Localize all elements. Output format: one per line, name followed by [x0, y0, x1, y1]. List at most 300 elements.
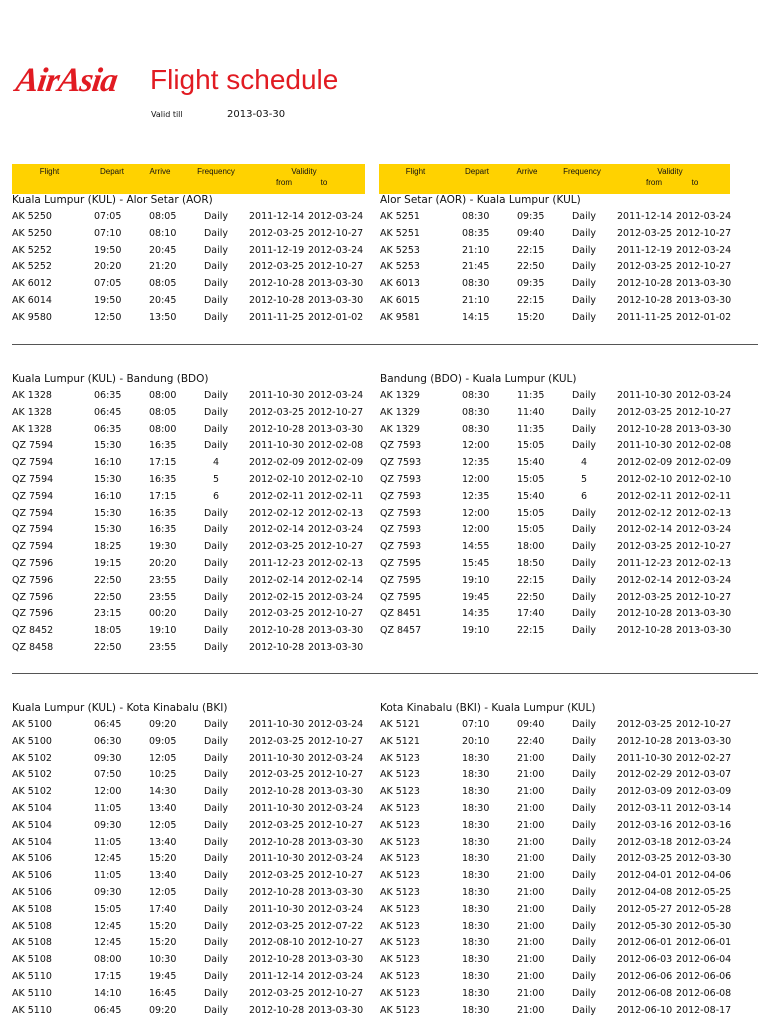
valid-from-cell: 2012-02-14 — [617, 574, 673, 586]
valid-to-cell: 2012-10-27 — [308, 769, 364, 781]
frequency-cell: Daily — [203, 390, 229, 401]
table-row — [380, 901, 735, 918]
flight-cell: AK 1328 — [12, 423, 52, 435]
depart-cell: 12:00 — [94, 786, 122, 798]
valid-to-cell: 2012-10-27 — [308, 227, 364, 239]
valid-from-cell: 2011-10-30 — [249, 752, 305, 764]
frequency-cell: Daily — [203, 786, 229, 798]
column-header-left — [12, 164, 365, 194]
depart-cell: 12:35 — [462, 490, 490, 502]
depart-cell: 15:30 — [94, 507, 122, 519]
arrive-cell: 21:00 — [517, 886, 545, 898]
arrive-cell: 12:05 — [149, 886, 177, 898]
arrive-cell: 21:20 — [149, 261, 177, 273]
flight-cell: AK 5102 — [12, 752, 52, 764]
frequency-cell: Daily — [203, 507, 229, 519]
col-validity: Validity — [657, 167, 683, 176]
arrive-cell: 19:10 — [149, 625, 177, 637]
valid-to-cell: 2012-02-10 — [676, 473, 732, 485]
depart-cell: 14:55 — [462, 541, 490, 553]
depart-cell: 17:15 — [94, 970, 122, 982]
table-row — [380, 783, 735, 800]
arrive-cell: 15:20 — [149, 853, 177, 865]
flight-cell: AK 5123 — [380, 870, 420, 882]
flight-cell: AK 6014 — [12, 294, 52, 306]
page-title: Flight schedule — [150, 64, 339, 95]
col-depart: Depart — [464, 167, 489, 176]
valid-from-cell: 2012-02-09 — [617, 457, 673, 469]
valid-from-cell: 2012-03-25 — [249, 769, 305, 781]
flight-cell: QZ 7595 — [380, 574, 422, 586]
table-row — [380, 918, 735, 935]
flight-cell: QZ 7593 — [380, 490, 422, 502]
arrive-cell: 11:35 — [517, 423, 545, 435]
depart-cell: 19:15 — [94, 557, 122, 569]
flight-cell: QZ 8458 — [12, 641, 54, 653]
frequency-cell: Daily — [571, 507, 597, 519]
table-row — [12, 951, 367, 968]
valid-to-cell: 2012-03-24 — [308, 524, 364, 536]
arrive-cell: 16:35 — [149, 440, 177, 452]
flight-cell: AK 9581 — [380, 311, 420, 323]
frequency-cell: Daily — [203, 541, 229, 553]
arrive-cell: 15:05 — [517, 473, 545, 485]
flight-cell: AK 5104 — [12, 819, 52, 831]
table-row — [380, 387, 735, 404]
flight-cell: AK 5250 — [12, 211, 52, 222]
valid-to-cell: 2013-03-30 — [676, 423, 732, 435]
valid-from-cell: 2012-10-28 — [249, 625, 305, 637]
arrive-cell: 15:20 — [149, 920, 177, 932]
valid-from-cell: 2011-12-23 — [617, 557, 673, 569]
valid-from-cell: 2012-10-28 — [249, 294, 305, 306]
depart-cell: 22:50 — [94, 591, 122, 603]
table-row — [12, 766, 367, 783]
valid-from-cell: 2012-02-09 — [249, 457, 305, 469]
valid-to-cell: 2012-03-24 — [308, 903, 364, 915]
flight-cell: AK 5252 — [12, 261, 52, 273]
depart-cell: 16:10 — [94, 457, 122, 469]
depart-cell: 08:30 — [462, 406, 490, 418]
valid-to-cell: 2012-03-24 — [676, 574, 732, 586]
frequency-cell: Daily — [571, 735, 597, 747]
depart-cell: 18:30 — [462, 886, 490, 898]
valid-from-cell: 2012-03-25 — [249, 819, 305, 831]
arrive-cell: 15:20 — [149, 937, 177, 949]
valid-from-cell: 2011-12-23 — [249, 557, 305, 569]
flight-cell: AK 5123 — [380, 853, 420, 865]
table-row — [380, 605, 735, 622]
arrive-cell: 08:10 — [149, 227, 177, 239]
flight-cell: AK 5106 — [12, 853, 52, 865]
depart-cell: 15:30 — [94, 440, 122, 452]
valid-from-cell: 2012-02-11 — [249, 490, 305, 502]
valid-to-cell: 2013-03-30 — [308, 641, 364, 653]
arrive-cell: 16:35 — [149, 507, 177, 519]
valid-to-cell: 2012-06-01 — [676, 937, 732, 949]
table-row — [12, 589, 367, 606]
arrive-cell: 20:20 — [149, 557, 177, 569]
valid-from-cell: 2012-06-10 — [617, 1004, 673, 1016]
arrive-cell: 15:05 — [517, 507, 545, 519]
depart-cell: 09:30 — [94, 819, 122, 831]
frequency-cell: Daily — [571, 769, 597, 781]
flight-cell: QZ 7596 — [12, 574, 54, 586]
arrive-cell: 13:40 — [149, 836, 177, 848]
arrive-cell: 21:00 — [517, 987, 545, 999]
depart-cell: 12:00 — [462, 473, 490, 485]
valid-to-cell: 2012-03-07 — [676, 769, 732, 781]
route-title: Kuala Lumpur (KUL) - Kota Kinabalu (BKI) — [12, 702, 228, 714]
valid-from-cell: 2012-03-25 — [249, 987, 305, 999]
arrive-cell: 09:35 — [517, 211, 545, 222]
flight-cell: AK 5110 — [12, 970, 52, 982]
valid-to-cell: 2012-02-13 — [676, 507, 732, 519]
valid-from-cell: 2011-11-25 — [249, 311, 305, 323]
col-arrive: Arrive — [149, 167, 171, 176]
valid-to-cell: 2013-03-30 — [308, 836, 364, 848]
valid-to-cell: 2012-06-06 — [676, 970, 732, 982]
arrive-cell: 09:40 — [517, 719, 545, 730]
valid-from-cell: 2012-02-15 — [249, 591, 305, 603]
route-title: Alor Setar (AOR) - Kuala Lumpur (KUL) — [380, 194, 581, 206]
flight-cell: QZ 7594 — [12, 507, 54, 519]
flight-cell: AK 5121 — [380, 719, 420, 730]
valid-to-cell: 2012-03-24 — [308, 719, 364, 730]
depart-cell: 15:30 — [94, 524, 122, 536]
col-frequency: Frequency — [197, 167, 235, 176]
table-row — [380, 488, 735, 505]
flight-cell: AK 5123 — [380, 987, 420, 999]
table-row — [380, 951, 735, 968]
flight-cell: AK 5123 — [380, 786, 420, 798]
depart-cell: 18:30 — [462, 970, 490, 982]
table-row — [12, 572, 367, 589]
valid-to-cell: 2013-03-30 — [676, 608, 732, 620]
arrive-cell: 12:05 — [149, 819, 177, 831]
flight-cell: QZ 8452 — [12, 625, 54, 637]
valid-from-cell: 2012-06-08 — [617, 987, 673, 999]
valid-to-cell: 2012-03-24 — [676, 836, 732, 848]
frequency-cell: Daily — [203, 735, 229, 747]
depart-cell: 18:30 — [462, 819, 490, 831]
valid-from-cell: 2011-12-14 — [617, 211, 673, 222]
valid-from-cell: 2012-02-10 — [617, 473, 673, 485]
frequency-cell: Daily — [571, 752, 597, 764]
valid-to-cell: 2012-03-09 — [676, 786, 732, 798]
depart-cell: 19:45 — [462, 591, 490, 603]
depart-cell: 18:30 — [462, 769, 490, 781]
table-row — [12, 505, 367, 522]
valid-from-cell: 2011-10-30 — [249, 390, 305, 401]
valid-from-cell: 2012-04-01 — [617, 870, 673, 882]
depart-cell: 19:10 — [462, 574, 490, 586]
table-row — [12, 454, 367, 471]
arrive-cell: 17:15 — [149, 457, 177, 469]
flight-cell: AK 5104 — [12, 836, 52, 848]
arrive-cell: 18:00 — [517, 541, 545, 553]
arrive-cell: 19:45 — [149, 970, 177, 982]
table-row — [12, 225, 367, 242]
flight-cell: AK 5123 — [380, 954, 420, 966]
depart-cell: 15:30 — [94, 473, 122, 485]
valid-to-cell: 2013-03-30 — [676, 625, 732, 637]
valid-to-cell: 2013-03-30 — [676, 278, 732, 290]
table-row — [12, 488, 367, 505]
frequency-cell: Daily — [571, 227, 597, 239]
valid-to-cell: 2012-02-09 — [308, 457, 364, 469]
table-row — [12, 985, 367, 1002]
valid-to-cell: 2013-03-30 — [308, 886, 364, 898]
frequency-cell: Daily — [203, 294, 229, 306]
frequency-cell: 4 — [580, 457, 588, 469]
table-row — [12, 934, 367, 951]
arrive-cell: 21:00 — [517, 819, 545, 831]
depart-cell: 07:10 — [462, 719, 490, 730]
valid-to-cell: 2012-06-04 — [676, 954, 732, 966]
table-row — [12, 867, 367, 884]
depart-cell: 18:30 — [462, 920, 490, 932]
table-row — [12, 258, 367, 275]
valid-from-cell: 2012-03-25 — [249, 227, 305, 239]
depart-cell: 18:30 — [462, 1004, 490, 1016]
frequency-cell: Daily — [571, 1004, 597, 1016]
valid-to-cell: 2013-03-30 — [308, 423, 364, 435]
valid-to-cell: 2012-10-27 — [308, 541, 364, 553]
depart-cell: 18:30 — [462, 987, 490, 999]
arrive-cell: 09:20 — [149, 719, 177, 730]
depart-cell: 12:35 — [462, 457, 490, 469]
frequency-cell: Daily — [571, 311, 597, 323]
valid-from-cell: 2012-10-28 — [617, 625, 673, 637]
col-flight: Flight — [39, 167, 60, 176]
depart-cell: 06:45 — [94, 1004, 122, 1016]
frequency-cell: Daily — [571, 557, 597, 569]
valid-to-cell: 2012-02-09 — [676, 457, 732, 469]
route-block-kul-bki — [12, 701, 367, 1018]
arrive-cell: 23:55 — [149, 574, 177, 586]
valid-from-cell: 2012-10-28 — [249, 423, 305, 435]
valid-to-cell: 2012-03-24 — [308, 390, 364, 401]
frequency-cell: Daily — [203, 524, 229, 536]
valid-to-cell: 2012-03-16 — [676, 819, 732, 831]
valid-to-cell: 2012-02-11 — [308, 490, 364, 502]
arrive-cell: 21:00 — [517, 920, 545, 932]
valid-to-cell: 2012-10-27 — [308, 261, 364, 273]
arrive-cell: 09:05 — [149, 735, 177, 747]
depart-cell: 14:15 — [462, 311, 490, 323]
arrive-cell: 08:00 — [149, 390, 177, 401]
frequency-cell: Daily — [203, 261, 229, 273]
table-row — [12, 750, 367, 767]
frequency-cell: Daily — [571, 390, 597, 401]
valid-to-cell: 2012-05-28 — [676, 903, 732, 915]
valid-to-cell: 2012-10-27 — [308, 870, 364, 882]
valid-to-cell: 2012-03-24 — [308, 591, 364, 603]
route-title: Bandung (BDO) - Kuala Lumpur (KUL) — [380, 373, 577, 385]
flight-cell: QZ 8457 — [380, 625, 422, 637]
valid-from-cell: 2012-02-12 — [249, 507, 305, 519]
valid-from-cell: 2012-10-28 — [249, 278, 305, 290]
valid-from-cell: 2011-12-14 — [249, 211, 305, 222]
valid-to-cell: 2012-04-06 — [676, 870, 732, 882]
arrive-cell: 15:05 — [517, 440, 545, 452]
frequency-cell: Daily — [571, 211, 597, 222]
table-row — [380, 750, 735, 767]
flight-cell: QZ 7593 — [380, 541, 422, 553]
frequency-cell: Daily — [203, 227, 229, 239]
flight-cell: AK 5123 — [380, 802, 420, 814]
frequency-cell: Daily — [571, 406, 597, 418]
valid-to-cell: 2012-01-02 — [676, 311, 732, 323]
flight-cell: AK 5123 — [380, 920, 420, 932]
frequency-cell: Daily — [203, 574, 229, 586]
arrive-cell: 09:35 — [517, 278, 545, 290]
flight-cell: QZ 7596 — [12, 608, 54, 620]
depart-cell: 08:30 — [462, 211, 490, 222]
frequency-cell: Daily — [203, 278, 229, 290]
frequency-cell: Daily — [203, 903, 229, 915]
arrive-cell: 20:45 — [149, 294, 177, 306]
frequency-cell: Daily — [203, 769, 229, 781]
table-row — [12, 242, 367, 259]
table-row — [380, 622, 735, 639]
depart-cell: 06:45 — [94, 406, 122, 418]
valid-from-cell: 2012-03-25 — [249, 406, 305, 418]
frequency-cell: Daily — [203, 244, 229, 256]
arrive-cell: 23:55 — [149, 591, 177, 603]
table-row — [380, 555, 735, 572]
frequency-cell: Daily — [203, 406, 229, 418]
frequency-cell: Daily — [203, 440, 229, 452]
depart-cell: 07:50 — [94, 769, 122, 781]
arrive-cell: 21:00 — [517, 870, 545, 882]
flight-cell: QZ 7595 — [380, 557, 422, 569]
flight-cell: AK 5108 — [12, 937, 52, 949]
flight-cell: QZ 7594 — [12, 541, 54, 553]
valid-to-cell: 2012-03-24 — [676, 211, 732, 222]
valid-to-cell: 2012-02-27 — [676, 752, 732, 764]
flight-cell: AK 5123 — [380, 836, 420, 848]
depart-cell: 23:15 — [94, 608, 122, 620]
valid-to-cell: 2012-10-27 — [676, 227, 732, 239]
valid-till-date: 2013-03-30 — [227, 109, 286, 120]
depart-cell: 18:30 — [462, 853, 490, 865]
frequency-cell: Daily — [571, 440, 597, 452]
depart-cell: 22:50 — [94, 641, 122, 653]
valid-from-cell: 2012-10-28 — [249, 886, 305, 898]
flight-cell: AK 5121 — [380, 735, 420, 747]
column-header-right — [379, 164, 730, 194]
depart-cell: 06:35 — [94, 423, 122, 435]
frequency-cell: Daily — [203, 870, 229, 882]
valid-from-cell: 2012-03-25 — [249, 541, 305, 553]
valid-till-label: Valid till — [151, 110, 183, 119]
depart-cell: 11:05 — [94, 836, 122, 848]
col-validity-to: to — [320, 178, 328, 187]
arrive-cell: 21:00 — [517, 786, 545, 798]
valid-to-cell: 2012-10-27 — [676, 719, 732, 730]
table-row — [12, 817, 367, 834]
valid-from-cell: 2011-12-19 — [617, 244, 673, 256]
table-row — [12, 639, 367, 656]
valid-to-cell: 2012-03-14 — [676, 802, 732, 814]
arrive-cell: 21:00 — [517, 853, 545, 865]
flight-cell: AK 5123 — [380, 1004, 420, 1016]
table-row — [380, 800, 735, 817]
table-row — [12, 622, 367, 639]
flight-cell: AK 5123 — [380, 937, 420, 949]
depart-cell: 19:50 — [94, 244, 122, 256]
flight-cell: QZ 7594 — [12, 473, 54, 485]
route-title: Kota Kinabalu (BKI) - Kuala Lumpur (KUL) — [380, 702, 596, 714]
arrive-cell: 18:50 — [517, 557, 545, 569]
flight-cell: AK 5253 — [380, 261, 420, 273]
valid-from-cell: 2011-10-30 — [249, 440, 305, 452]
depart-cell: 19:50 — [94, 294, 122, 306]
flight-cell: QZ 7593 — [380, 507, 422, 519]
table-row — [380, 471, 735, 488]
depart-cell: 08:30 — [462, 278, 490, 290]
flight-cell: AK 5250 — [12, 227, 52, 239]
depart-cell: 09:30 — [94, 886, 122, 898]
depart-cell: 21:10 — [462, 244, 490, 256]
col-validity-to: to — [691, 178, 699, 187]
arrive-cell: 21:00 — [517, 970, 545, 982]
valid-from-cell: 2012-10-28 — [249, 786, 305, 798]
table-row — [380, 454, 735, 471]
depart-cell: 11:05 — [94, 870, 122, 882]
table-row — [12, 834, 367, 851]
valid-from-cell: 2012-06-03 — [617, 954, 673, 966]
table-row — [380, 817, 735, 834]
table-row — [12, 421, 367, 438]
valid-to-cell: 2012-10-27 — [676, 261, 732, 273]
frequency-cell: Daily — [203, 641, 229, 653]
valid-from-cell: 2012-02-11 — [617, 490, 673, 502]
valid-to-cell: 2012-10-27 — [308, 735, 364, 747]
arrive-cell: 21:00 — [517, 954, 545, 966]
frequency-cell: Daily — [571, 937, 597, 949]
valid-to-cell: 2012-05-25 — [676, 886, 732, 898]
depart-cell: 18:30 — [462, 836, 490, 848]
valid-to-cell: 2013-03-30 — [676, 294, 732, 306]
flight-cell: AK 1329 — [380, 390, 420, 401]
valid-from-cell: 2012-06-06 — [617, 970, 673, 982]
flight-cell: AK 5108 — [12, 903, 52, 915]
table-row — [12, 437, 367, 454]
arrive-cell: 10:30 — [149, 954, 177, 966]
flight-cell: QZ 7596 — [12, 591, 54, 603]
depart-cell: 14:35 — [462, 608, 490, 620]
frequency-cell: Daily — [571, 970, 597, 982]
arrive-cell: 08:05 — [149, 211, 177, 222]
flight-cell: AK 5110 — [12, 987, 52, 999]
frequency-cell: Daily — [571, 423, 597, 435]
valid-to-cell: 2012-03-24 — [676, 524, 732, 536]
depart-cell: 18:30 — [462, 870, 490, 882]
flight-cell: AK 5106 — [12, 886, 52, 898]
flight-cell: AK 5110 — [12, 1004, 52, 1016]
arrive-cell: 00:20 — [149, 608, 177, 620]
frequency-cell: Daily — [571, 625, 597, 637]
table-row — [380, 225, 735, 242]
flight-cell: AK 5251 — [380, 227, 420, 239]
valid-to-cell: 2012-05-30 — [676, 920, 732, 932]
arrive-cell: 17:15 — [149, 490, 177, 502]
arrive-cell: 13:40 — [149, 802, 177, 814]
arrive-cell: 21:00 — [517, 1004, 545, 1016]
